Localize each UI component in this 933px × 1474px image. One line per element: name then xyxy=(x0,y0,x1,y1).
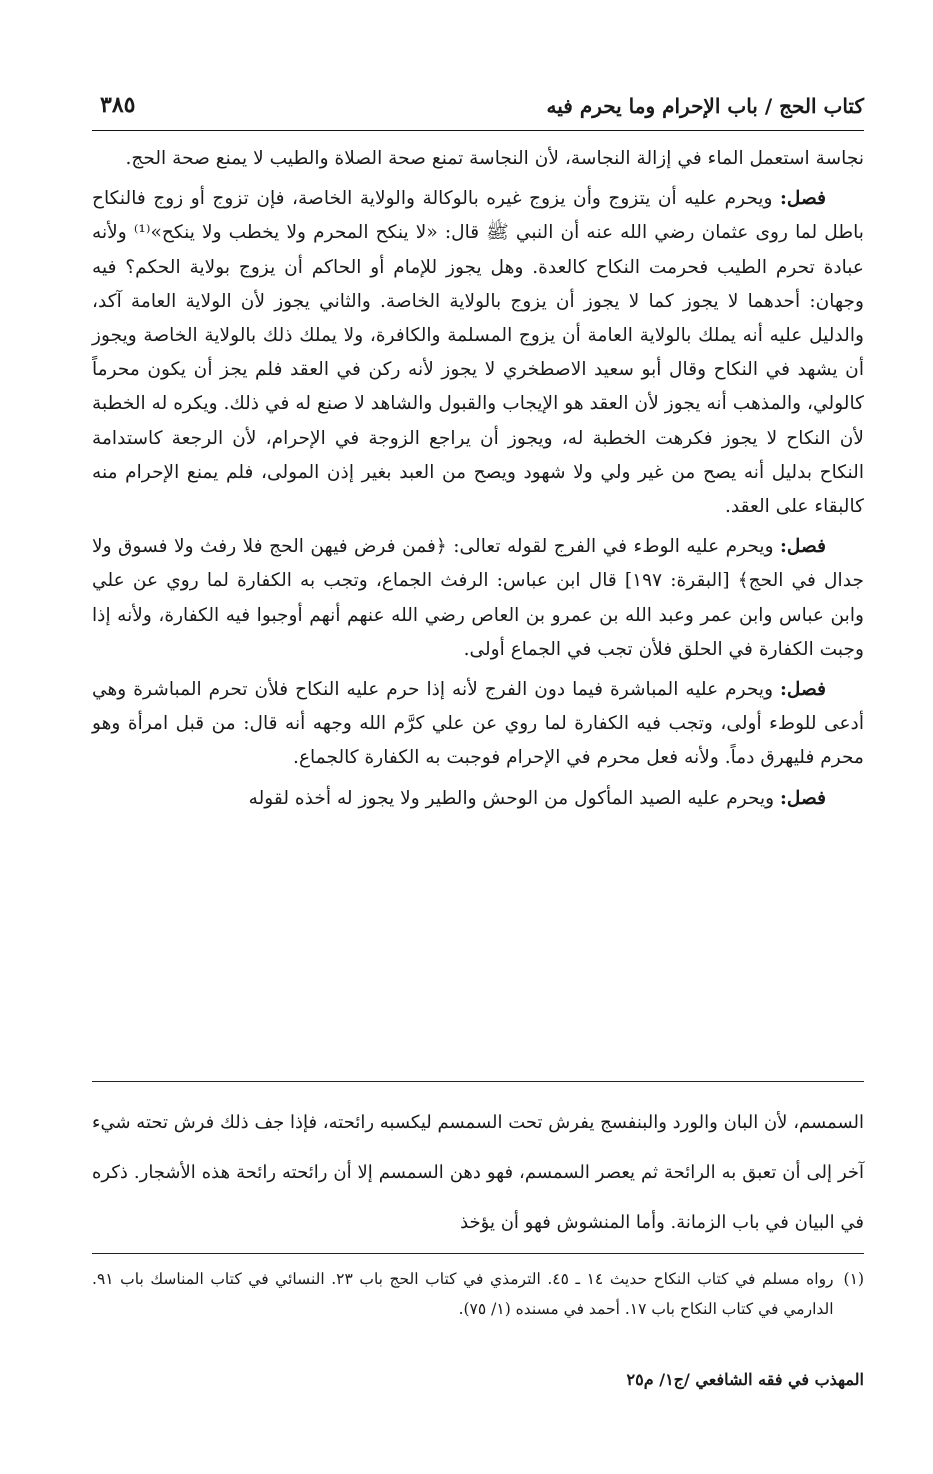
footnote-number: (١) xyxy=(843,1270,864,1288)
page-number: ٣٨٥ xyxy=(100,92,136,118)
section-label: فصل: xyxy=(780,787,826,809)
commentary-text: السمسم، لأن البان والورد والبنفسج يفرش تحت السمسم ليكسبه رائحته، فإذا جف ذلك فرش تحته شيء آخر إلى أن تعبق به الرائحة ثم يعصر السمسم، فهو دهن السمسم إلا أن رائحته رائحة هذه الأشجار. ذكره في البيان في باب الزمانة. وأما المنشوش فهو أن يؤخذ xyxy=(92,1112,864,1233)
commentary-divider xyxy=(92,1081,864,1082)
footnote-divider xyxy=(92,1253,864,1254)
paragraph-fasl-marriage xyxy=(92,182,864,524)
running-title: كتاب الحج / باب الإحرام وما يحرم فيه xyxy=(546,94,864,118)
footnote-item xyxy=(92,1264,864,1324)
section-label: فصل: xyxy=(780,188,826,210)
section-label: فصل: xyxy=(780,679,826,701)
commentary-section xyxy=(92,1098,864,1248)
paragraph-fasl-contact xyxy=(92,673,864,776)
paragraph-fasl-intercourse xyxy=(92,530,864,667)
footnote-text: رواه مسلم في كتاب النكاح حديث ١٤ ـ ٤٥. الترمذي في كتاب الحج باب ٢٣. النسائي في كتاب المناسك باب ٩١. الدارمي في كتاب النكاح باب ١٧. أحمد في مسنده (١/ ٧٥). xyxy=(92,1270,834,1318)
page-header xyxy=(92,90,864,131)
paragraph-continuation: نجاسة استعمل الماء في إزالة النجاسة، لأن النجاسة تمنع صحة الصلاة والطيب لا يمنع صحة الحج. xyxy=(125,148,864,169)
footnotes xyxy=(92,1264,864,1324)
paragraph-text: ويحرم عليه أن يتزوج وأن يزوج غيره بالوكالة والولاية الخاصة، فإن تزوج أو زوج فالنكاح باطل لما روى عثمان رضي الله عنه أن النبي ﷺ قال: «لا ينكح المحرم ولا يخطب ولا ينكح»⁽¹⁾ ولأنه عبادة تحرم الطيب فحرمت النكاح كالعدة. وهل يجوز للإمام أو الحاكم أن يزوج بولاية الحكم؟ فيه وجهان: أحدهما لا يجوز كما لا يجوز أن يزوج بالولاية الخاصة. والثاني يجوز لأن الولاية العامة آكد، والدليل عليه أنه يملك بالولاية العامة أن يزوج المسلمة والكافرة، ولا يملك ذلك بالولاية الخاصة ويجوز أن يشهد في النكاح وقال أبو سعيد الاصطخري لا يجوز لأنه ركن في العقد فلم يجز أن يكون محرماً كالولي، والمذهب أنه يجوز لأن العقد هو الإيجاب والقبول والشاهد لا صنع له في ذلك. ويكره له الخطبة لأن النكاح لا يجوز فكرهت الخطبة له، ويجوز أن يراجع الزوجة في الإحرام، لأن الرجعة كاستدامة النكاح بدليل أنه يصح من غير ولي ولا شهود ويصح من العبد بغير إذن المولى، فلم يمنع الإحرام منه كالبقاء على العقد. xyxy=(92,188,864,518)
book-page xyxy=(92,78,864,1418)
paragraph-text: ويحرم عليه الوطء في الفرج لقوله تعالى: ﴿فمن فرض فيهن الحج فلا رفث ولا فسوق ولا جدال في الحج﴾ [البقرة: ١٩٧] قال ابن عباس: الرفث الجماع، وتجب به الكفارة لما روي عن علي وابن عباس وابن عمر وعبد الله بن عمرو بن العاص رضي الله عنهم أنهم أوجبوا فيه الكفارة، ولأنه إذا وجبت الكفارة في الحلق فلأن تجب في الجماع أولى. xyxy=(92,536,864,660)
section-label: فصل: xyxy=(780,536,826,558)
main-text xyxy=(92,142,864,822)
paragraph-fasl-hunting xyxy=(92,782,864,816)
printer-signature: المهذب في فقه الشافعي /ج١/ م٢٥ xyxy=(626,1370,864,1389)
paragraph-text: ويحرم عليه الصيد المأكول من الوحش والطير ولا يجوز له أخذه لقوله xyxy=(248,787,781,809)
paragraph-text: ويحرم عليه المباشرة فيما دون الفرج لأنه إذا حرم عليه النكاح فلأن تحرم المباشرة وهي أدعى للوطء أولى، وتجب فيه الكفارة لما روي عن علي كرَّم الله وجهه أنه قال: من قبل امرأة وهو محرم فليهرق دماً. ولأنه فعل محرم في الإحرام فوجبت به الكفارة كالجماع. xyxy=(92,679,864,769)
